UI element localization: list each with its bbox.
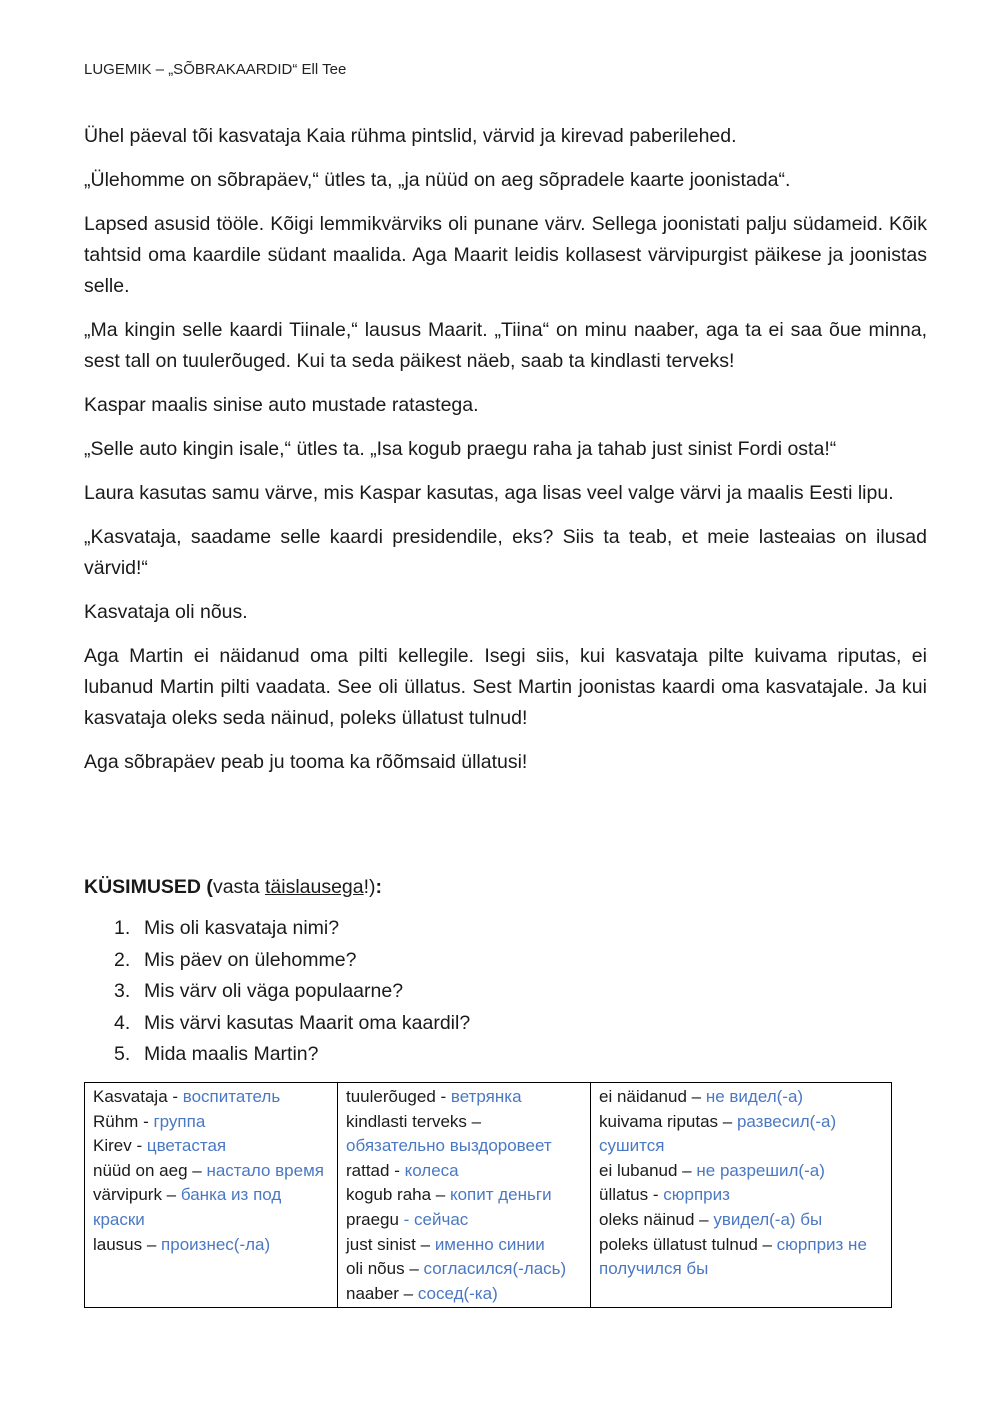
vocab-estonian: nüüd on aeg – [93,1160,207,1180]
heading-close: !) [363,876,376,898]
vocab-entry [346,1282,582,1307]
vocab-russian: группа [153,1111,206,1131]
story-paragraph: Lapsed asusid tööle. Kõigi lemmikvärviks oli punane värv. Sellega joonistati palju südameid. Kõik tahtsid oma kaardile südant maalida. Aga Maarit leidis kollasest värvipurgist päikese ja joonistas selle. [84,213,927,297]
story-text [84,121,927,791]
vocab-estonian: oli nõus – [346,1259,424,1279]
vocab-estonian: praegu [346,1209,399,1229]
vocab-entry [93,1134,329,1159]
vocab-russian: колеса [404,1160,459,1180]
vocab-russian: ветрянка [450,1087,522,1106]
vocab-estonian: ei lubanud – [599,1160,697,1180]
vocab-entry [599,1110,883,1159]
story-paragraph: „Selle auto kingin isale,“ ütles ta. „Isa kogub praegu raha ja tahab just sinist Fordi osta!“ [84,438,837,460]
vocab-russian: произнес(-ла) [161,1234,271,1254]
vocabulary-table [84,1082,892,1308]
vocab-estonian: naaber – [346,1283,418,1303]
question-text: Mis päev on ülehomme? [144,948,357,971]
vocabulary-column-1 [85,1083,338,1308]
vocab-russian: именно синии [434,1234,545,1254]
vocab-estonian: just sinist – [346,1234,435,1254]
questions-section [84,873,927,1071]
vocab-estonian: Kirev - [93,1136,147,1156]
heading-underlined-word: täislausega [264,876,364,898]
question-item [84,945,927,977]
vocab-estonian: kogub raha – [346,1185,450,1205]
vocab-russian: сосед(-ка) [417,1283,498,1303]
question-text: Mis oli kasvataja nimi? [144,917,340,939]
vocab-russian: не разрешил(-а) [696,1160,825,1180]
vocab-entry [93,1233,329,1258]
vocab-russian: воспитатель [182,1087,281,1106]
vocab-estonian: värvipurk – [93,1185,181,1205]
vocab-entry [346,1257,582,1282]
vocab-estonian: Rühm - [93,1111,154,1131]
vocab-entry [599,1208,883,1233]
vocabulary-column-2 [338,1083,591,1308]
story-paragraph: Kasvataja oli nõus. [84,601,248,623]
heading-colon: : [375,876,383,898]
vocab-estonian: kindlasti terveks – [346,1111,482,1131]
heading-open-paren: ( [201,876,213,898]
story-paragraph: „Ülehomme on sõbrapäev,“ ütles ta, „ja nüüd on aeg sõpradele kaarte joonistada“. [84,169,791,191]
story-paragraph: Laura kasutas samu värve, mis Kaspar kasutas, aga lisas veel valge värvi ja maalis Eesti lipu. [84,482,894,504]
vocab-russian: сюрприз [663,1185,730,1205]
vocab-estonian: ei näidanud – [599,1087,706,1106]
vocab-entry [599,1183,883,1208]
vocab-russian: согласился(-лась) [423,1259,567,1279]
story-paragraph: Kaspar maalis sinise auto mustade ratastega. [84,394,479,416]
story-paragraph: „Kasvataja, saadame selle kaardi presidendile, eks? Siis ta teab, et meie lasteaias on ilusad värvid!“ [84,526,927,579]
vocab-entry [93,1159,329,1184]
vocab-entry [93,1183,329,1232]
question-number: 4. [114,1011,131,1034]
story-paragraph: Aga Martin ei näidanud oma pilti kellegile. Isegi siis, kui kasvataja pilte kuivama riputas, ei lubanud Martin pilti vaadata. See oli üllatus. Sest Martin joonistas kaardi oma kasvatajale. Ja kui kasvataja oleks seda näinud, poleks üllatust tulnud! [84,645,927,729]
story-paragraph: „Ma kingin selle kaardi Tiinale,“ lausus Maarit. „Tiina“ on minu naaber, aga ta ei saa õue minna, sest tall on tuulerõuged. Kui ta seda päikest näeb, saab ta kindlasti terveks! [84,319,927,372]
page-header: LUGEMIK – „SÕBRAKAARDID“ Ell Tee [84,61,347,78]
questions-list [84,913,927,1071]
vocab-russian: - сейчас [398,1209,469,1229]
vocab-russian: банка из под краски [93,1185,282,1229]
vocab-entry [93,1085,329,1110]
question-item [84,1008,927,1040]
vocab-estonian: kuivama riputas – [599,1111,737,1131]
vocab-estonian: tuulerõuged - [346,1087,451,1106]
vocab-estonian: rattad - [346,1160,405,1180]
vocab-entry [346,1085,582,1110]
vocab-russian: развесил(-а) сушится [599,1111,837,1156]
question-number: 2. [114,948,131,971]
story-paragraph: Aga sõbrapäev peab ju tooma ka rõõmsaid üllatusi! [84,751,528,773]
vocab-estonian: üllatus - [599,1185,664,1205]
question-item [84,1039,927,1071]
question-number: 1. [114,917,131,939]
question-text: Mida maalis Martin? [144,1043,319,1065]
vocab-entry [346,1159,582,1184]
question-number: 5. [114,1043,131,1065]
vocab-entry [346,1183,582,1208]
vocab-estonian: Kasvataja - [93,1087,183,1106]
questions-heading [84,873,927,901]
heading-instruction: vasta [212,876,265,898]
question-item [84,976,927,1008]
vocab-entry [599,1159,883,1184]
vocab-entry [93,1110,329,1135]
vocab-russian: копит деньги [449,1185,552,1205]
vocab-estonian: poleks üllatust tulnud – [599,1234,777,1254]
vocab-entry [599,1233,883,1282]
vocab-russian: настало время [206,1160,324,1180]
question-text: Mis värvi kasutas Maarit oma kaardil? [144,1011,471,1034]
vocab-russian: обязательно выздоровеет [346,1136,552,1156]
question-number: 3. [114,980,131,1002]
vocab-estonian: lausus – [93,1234,162,1254]
vocab-russian: увидел(-а) бы [713,1209,823,1229]
vocab-entry [599,1085,883,1110]
question-text: Mis värv oli väga populaarne? [144,980,404,1002]
vocabulary-row [85,1083,892,1308]
question-item [84,913,927,945]
story-paragraph: Ühel päeval tõi kasvataja Kaia rühma pintslid, värvid ja kirevad paberilehed. [84,125,737,147]
vocabulary-column-3 [591,1083,892,1308]
vocab-russian: цветастая [146,1136,227,1156]
vocab-estonian: oleks näinud – [599,1209,714,1229]
vocab-entry [346,1208,582,1233]
questions-heading-bold: KÜSIMUSED [84,876,202,898]
vocab-entry [346,1110,582,1159]
vocab-russian: не видел(-а) [705,1087,804,1106]
vocab-entry [346,1233,582,1258]
vocab-russian: сюрприз не получился бы [599,1234,867,1279]
